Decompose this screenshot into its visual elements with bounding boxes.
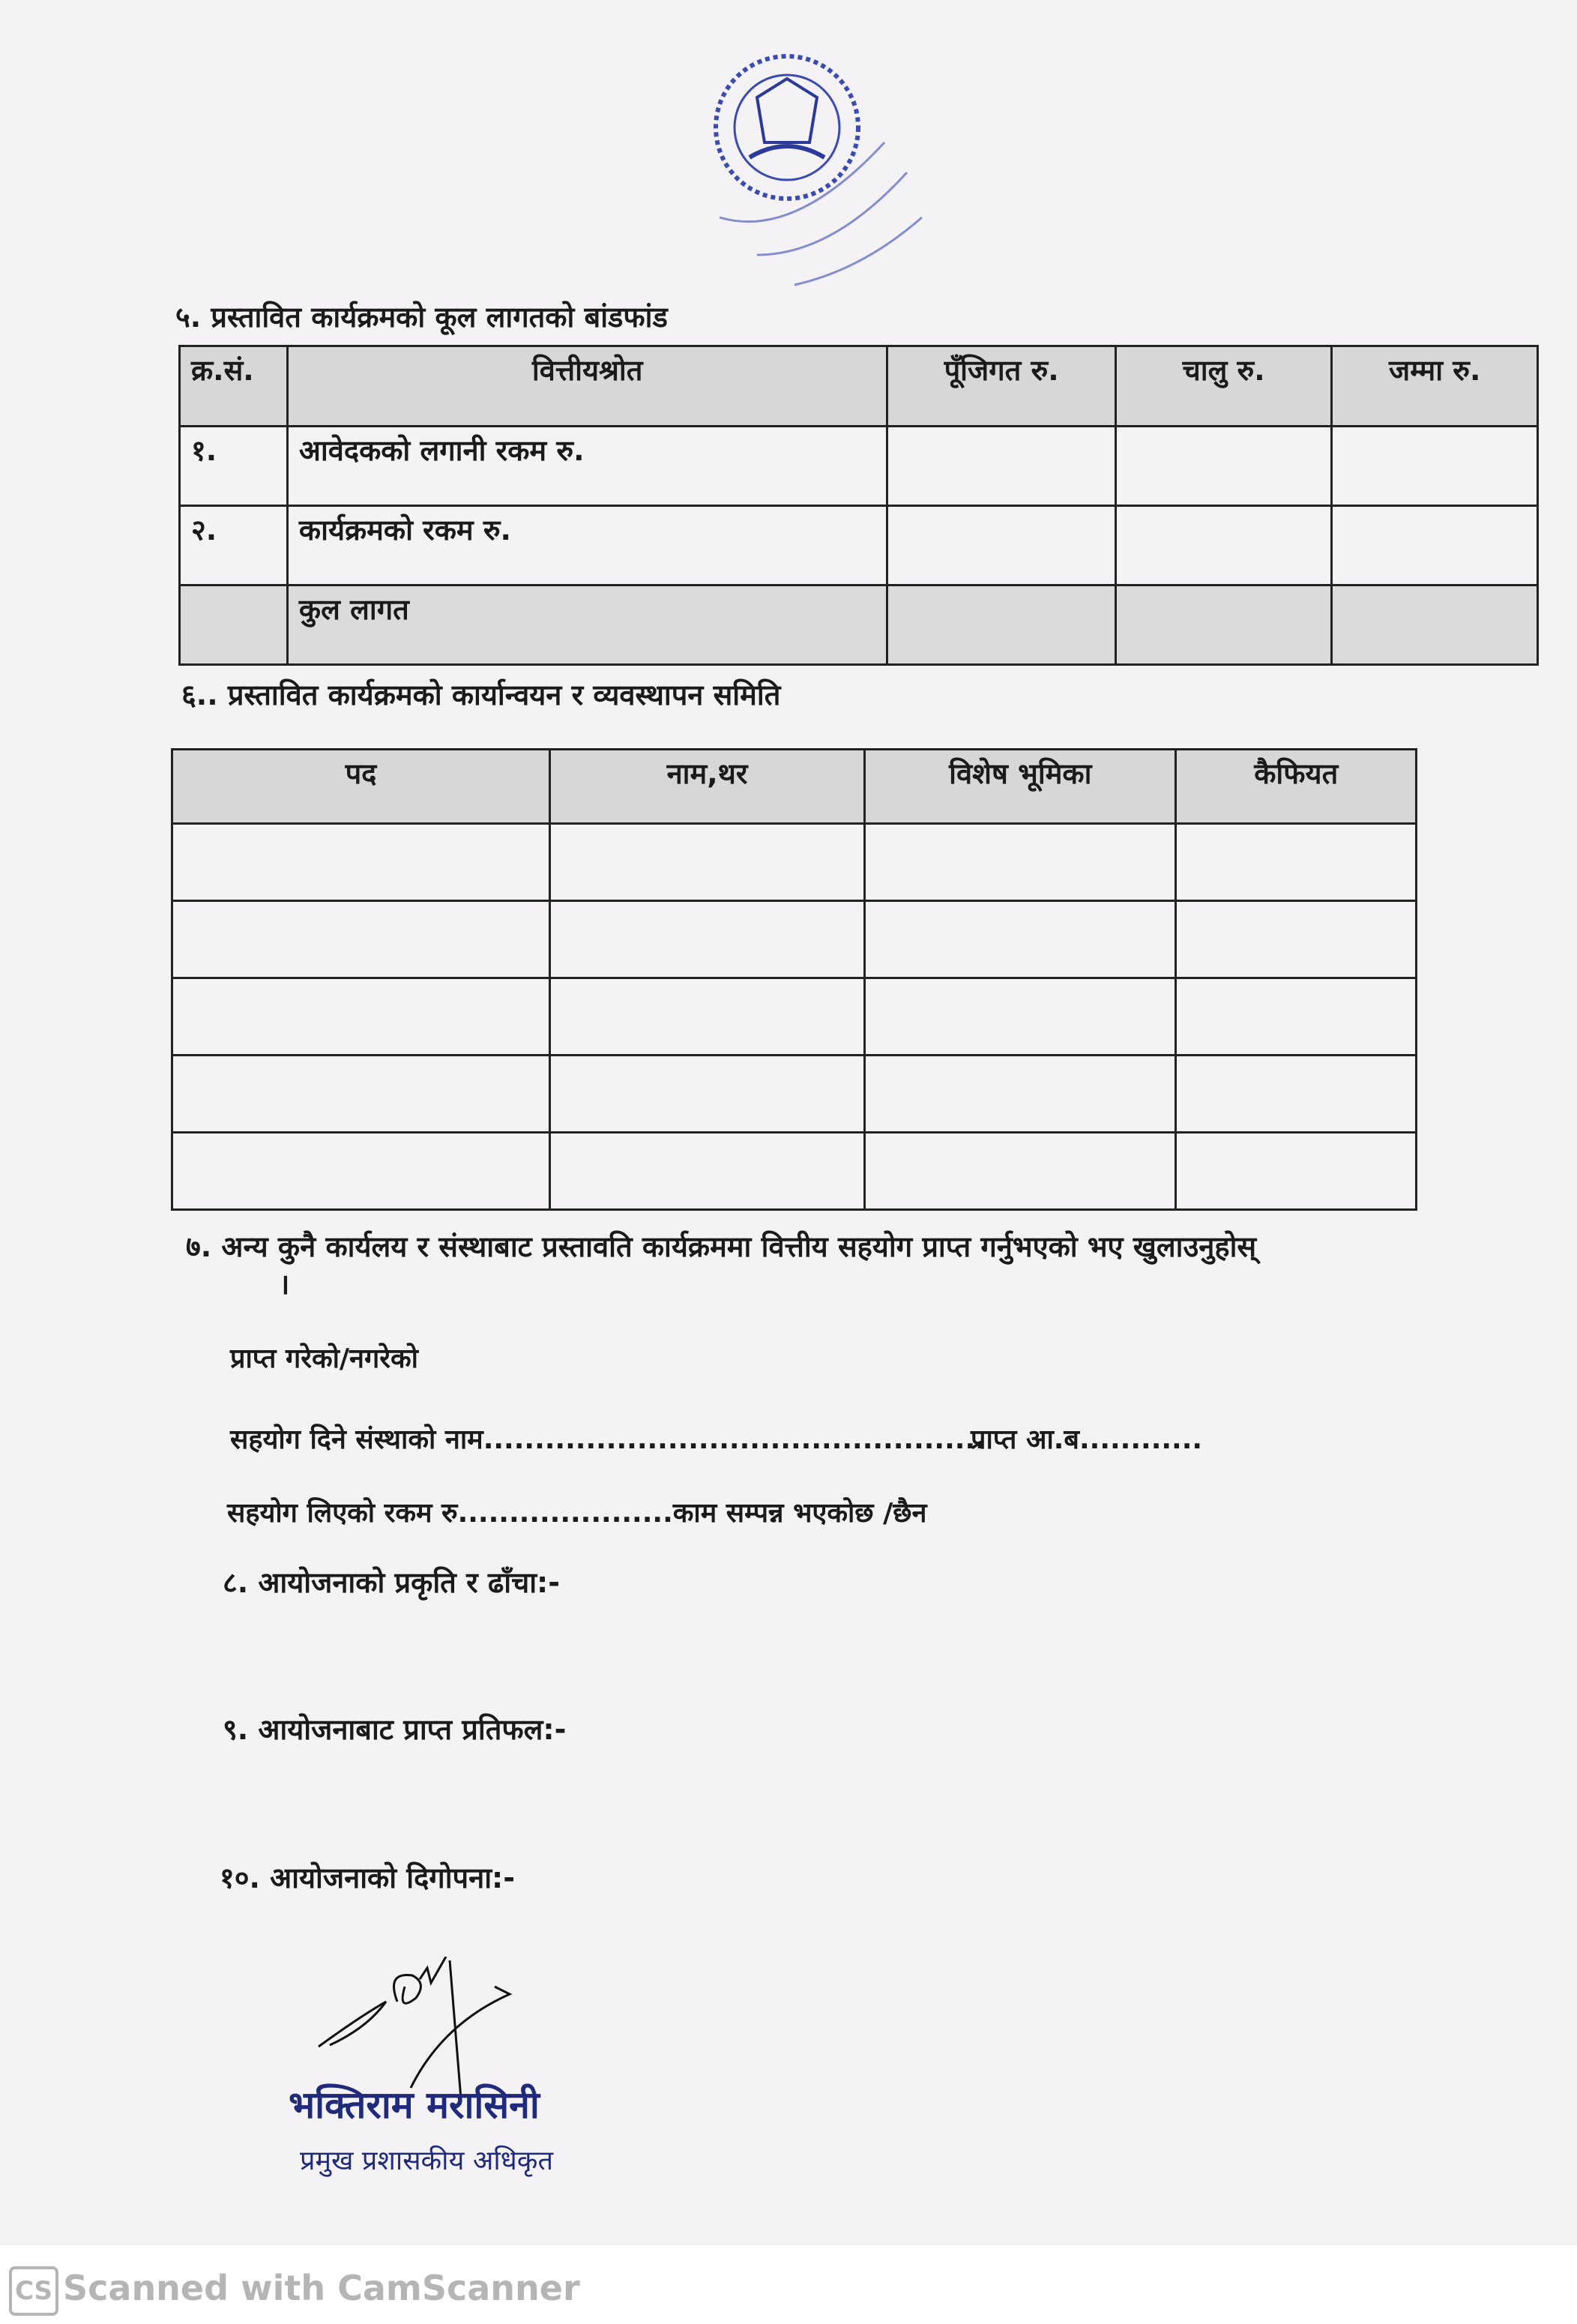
cell-capital[interactable] [887, 585, 1116, 665]
table-row-total [180, 585, 1538, 665]
cell-total[interactable] [1332, 427, 1538, 506]
cell-capital[interactable] [887, 506, 1116, 585]
cell[interactable] [172, 978, 550, 1056]
table-row [172, 901, 1417, 978]
municipality-seal [705, 45, 944, 292]
cell[interactable] [549, 1133, 864, 1210]
section-6-heading: ६.. प्रस्तावित कार्यक्रमको कार्यान्वयन र व्यवस्थापन समिति [181, 678, 781, 711]
section-9-heading: ९. आयोजनाबाट प्राप्त प्रतिफल:- [223, 1713, 567, 1746]
cell-recurrent[interactable] [1115, 585, 1332, 665]
cost-breakdown-table [178, 345, 1539, 666]
table-row [172, 1056, 1417, 1133]
row-source: कार्यक्रमको रकम रु. [287, 506, 887, 585]
committee-table [171, 748, 1417, 1211]
row-source: आवेदकको लगानी रकम रु. [287, 427, 887, 506]
danda: । [279, 1268, 290, 1301]
cell[interactable] [172, 1133, 550, 1210]
table-row [180, 506, 1538, 585]
camscanner-footer [0, 2245, 1577, 2324]
row-sn: १. [180, 427, 288, 506]
cell[interactable] [1176, 1056, 1417, 1133]
cell[interactable] [1176, 824, 1417, 901]
header-position: पद [172, 750, 550, 824]
cell[interactable] [1176, 1133, 1417, 1210]
cell[interactable] [1176, 901, 1417, 978]
org-name-line: सहयोग दिने संस्थाको नाम................................................. [230, 1424, 986, 1455]
cell-capital[interactable] [887, 427, 1116, 506]
cell-total[interactable] [1332, 506, 1538, 585]
header-role: विशेष भूमिका [865, 750, 1176, 824]
table-header-row [180, 346, 1538, 427]
cell[interactable] [1176, 978, 1417, 1056]
row-sn: २. [180, 506, 288, 585]
cell[interactable] [172, 824, 550, 901]
cell[interactable] [865, 901, 1176, 978]
cell[interactable] [865, 824, 1176, 901]
section-5-heading: ५. प्रस्तावित कार्यक्रमको कूल लागतको बांडफांड [175, 301, 668, 334]
signatory-title: प्रमुख प्रशासकीय अधिकृत [300, 2146, 553, 2176]
cell[interactable] [172, 1056, 550, 1133]
row-source: कुल लागत [287, 585, 887, 665]
row-sn [180, 585, 288, 665]
header-source: वित्तीयश्रोत [287, 346, 887, 427]
table-row [172, 824, 1417, 901]
table-row [180, 427, 1538, 506]
received-status: प्राप्त गरेको/नगरेको [230, 1343, 419, 1374]
section-10-heading: १०. आयोजनाको दिगोपना:- [220, 1861, 516, 1894]
cell[interactable] [865, 1056, 1176, 1133]
cell[interactable] [549, 824, 864, 901]
cell[interactable] [549, 901, 864, 978]
camscanner-logo-icon: CS [9, 2266, 58, 2316]
cell[interactable] [549, 978, 864, 1056]
section-7-heading: ७. अन्य कुनै कार्यलय र संस्थाबाट प्रस्तावति कार्यक्रममा वित्तीय सहयोग प्राप्त गर्नुभएको भए खुलाउनुहोस् [186, 1230, 1257, 1263]
table-header-row [172, 750, 1417, 824]
header-total: जम्मा रु. [1332, 346, 1538, 427]
header-recurrent: चालु रु. [1115, 346, 1332, 427]
cell[interactable] [865, 978, 1176, 1056]
header-capital: पूँजिगत रु. [887, 346, 1116, 427]
signatory-name: भक्तिराम मरासिनी [289, 2083, 540, 2127]
cell-recurrent[interactable] [1115, 427, 1332, 506]
header-sn: क्र.सं. [180, 346, 288, 427]
cell[interactable] [865, 1133, 1176, 1210]
cell[interactable] [549, 1056, 864, 1133]
header-name: नाम,थर [549, 750, 864, 824]
table-row [172, 978, 1417, 1056]
cell-total[interactable] [1332, 585, 1538, 665]
table-row [172, 1133, 1417, 1210]
section-8-heading: ८. आयोजनाको प्रकृति र ढाँचा:- [223, 1566, 561, 1599]
amount-line: सहयोग लिएको रकम रु.....................काम सम्पन्न भएकोछ /छैन [227, 1498, 927, 1529]
camscanner-text: Scanned with CamScanner [63, 2268, 580, 2308]
fiscal-year-line: प्राप्त आ.ब............ [971, 1424, 1203, 1455]
header-remarks: कैफियत [1176, 750, 1417, 824]
cell-recurrent[interactable] [1115, 506, 1332, 585]
cell[interactable] [172, 901, 550, 978]
